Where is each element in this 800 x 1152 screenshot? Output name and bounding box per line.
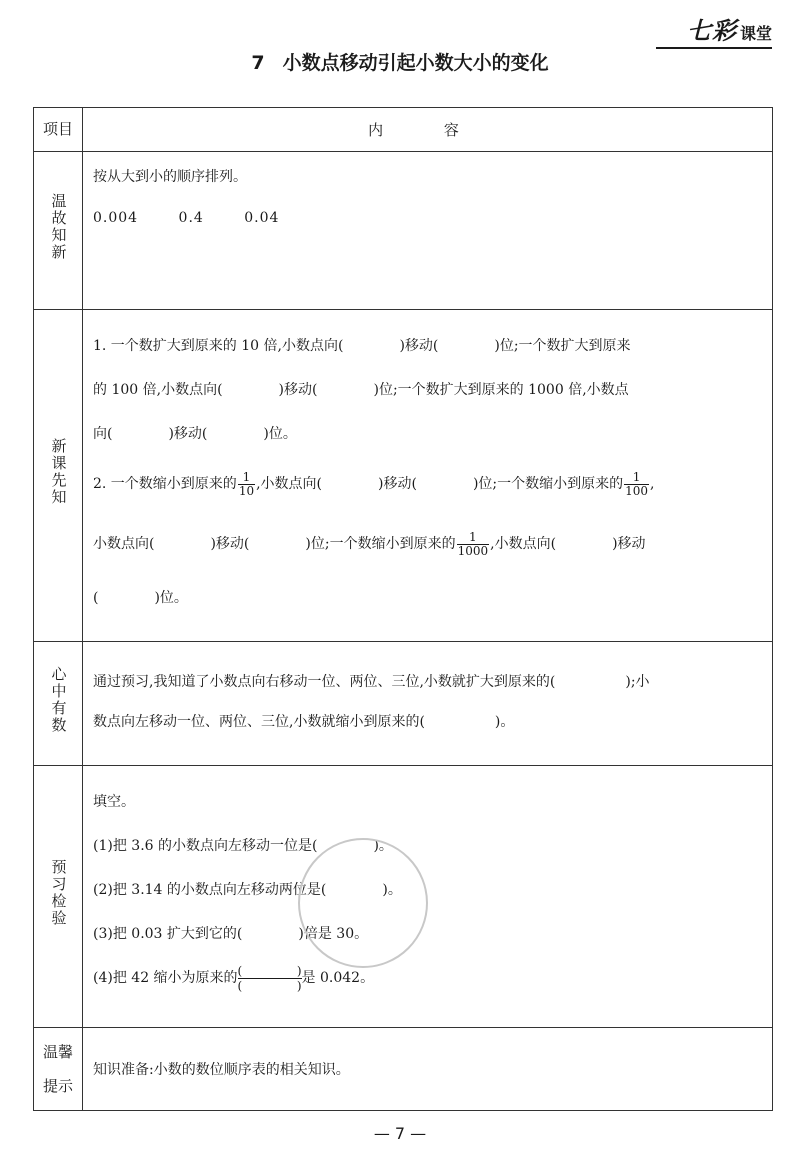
review-label: 温故知新 <box>49 193 68 261</box>
mind-row <box>34 642 773 766</box>
review-numbers <box>93 210 762 226</box>
tip-row <box>34 1028 773 1111</box>
watermark-stamp <box>298 838 428 968</box>
preview-q1-line1: 1. 一个数扩大到原来的 10 倍,小数点向( )移动( )位;一个数扩大到原来 <box>93 338 631 354</box>
lesson-number: 7 <box>251 52 265 74</box>
mind-line2: 数点向左移动一位、两位、三位,小数就缩小到原来的( )。 <box>93 714 515 730</box>
review-number: 0.4 <box>178 210 204 226</box>
tip-text: 知识准备:小数的数位顺序表的相关知识。 <box>93 1062 350 1078</box>
worksheet-table <box>33 107 773 1111</box>
tip-label-1: 温馨 <box>42 1043 73 1061</box>
mind-label: 心中有数 <box>49 666 68 734</box>
lesson-title: 小数点移动引起小数大小的变化 <box>282 52 549 74</box>
mind-content <box>83 642 773 766</box>
tip-label-2: 提示 <box>42 1077 73 1095</box>
fraction: $\frac{1}{100}$ <box>625 469 649 498</box>
check-label: 预习检验 <box>49 859 68 927</box>
preview-label: 新课先知 <box>49 438 68 506</box>
tip-content <box>83 1028 773 1111</box>
check-instruction: 填空。 <box>93 794 135 810</box>
mind-line1: 通过预习,我知道了小数点向右移动一位、两位、三位,小数就扩大到原来的( );小 <box>93 674 650 690</box>
fraction: $\frac{1}{10}$ <box>238 469 255 498</box>
page-number: — 7 — <box>373 1124 427 1143</box>
review-instruction: 按从大到小的顺序排列。 <box>93 169 247 185</box>
review-label-cell <box>34 152 83 310</box>
preview-q2-line1: 2. 一个数缩小到原来的 $\frac{1}{10}$ ,小数点向( )移动( )位;一个数缩小到原来的 $\frac{1}{100}$ , <box>93 469 655 498</box>
preview-content <box>83 310 773 642</box>
review-row <box>34 152 773 310</box>
preview-row <box>34 310 773 642</box>
header-content: 内 容 <box>83 108 773 152</box>
check-q2: (2)把 3.14 的小数点向左移动两位是( )。 <box>93 882 402 898</box>
brand-script: 七彩 <box>686 17 737 45</box>
page-title <box>0 48 800 75</box>
brand-logo <box>654 18 772 46</box>
fraction-blank[interactable]: ( ) ( ) <box>237 963 302 993</box>
preview-q1-line2: 的 100 倍,小数点向( )移动( )位;一个数扩大到原来的 1000 倍,小数点 <box>93 382 629 398</box>
review-content <box>83 152 773 310</box>
preview-q2-line2: 小数点向( )移动( )位;一个数缩小到原来的 $\frac{1}{1000}$ ,小数点向( )移动 <box>93 529 646 558</box>
review-number: 0.004 <box>93 210 139 226</box>
fraction: $\frac{1}{1000}$ <box>457 529 489 558</box>
check-q4: (4)把 42 缩小为原来的 ( ) ( ) 是 0.042。 <box>93 963 375 993</box>
preview-q1-line3: 向( )移动( )位。 <box>93 426 297 442</box>
check-label-cell <box>34 766 83 1028</box>
preview-label-cell <box>34 310 83 642</box>
mind-label-cell <box>34 642 83 766</box>
preview-q2-line3: ( )位。 <box>93 590 188 606</box>
header-item: 项目 <box>34 108 83 152</box>
check-q3: (3)把 0.03 扩大到它的( )倍是 30。 <box>93 926 369 942</box>
header-row <box>34 108 773 152</box>
review-number: 0.04 <box>244 210 280 226</box>
tip-label-cell <box>34 1028 83 1111</box>
brand-plain: 课堂 <box>739 24 772 43</box>
check-q1: (1)把 3.6 的小数点向左移动一位是( )。 <box>93 838 393 854</box>
